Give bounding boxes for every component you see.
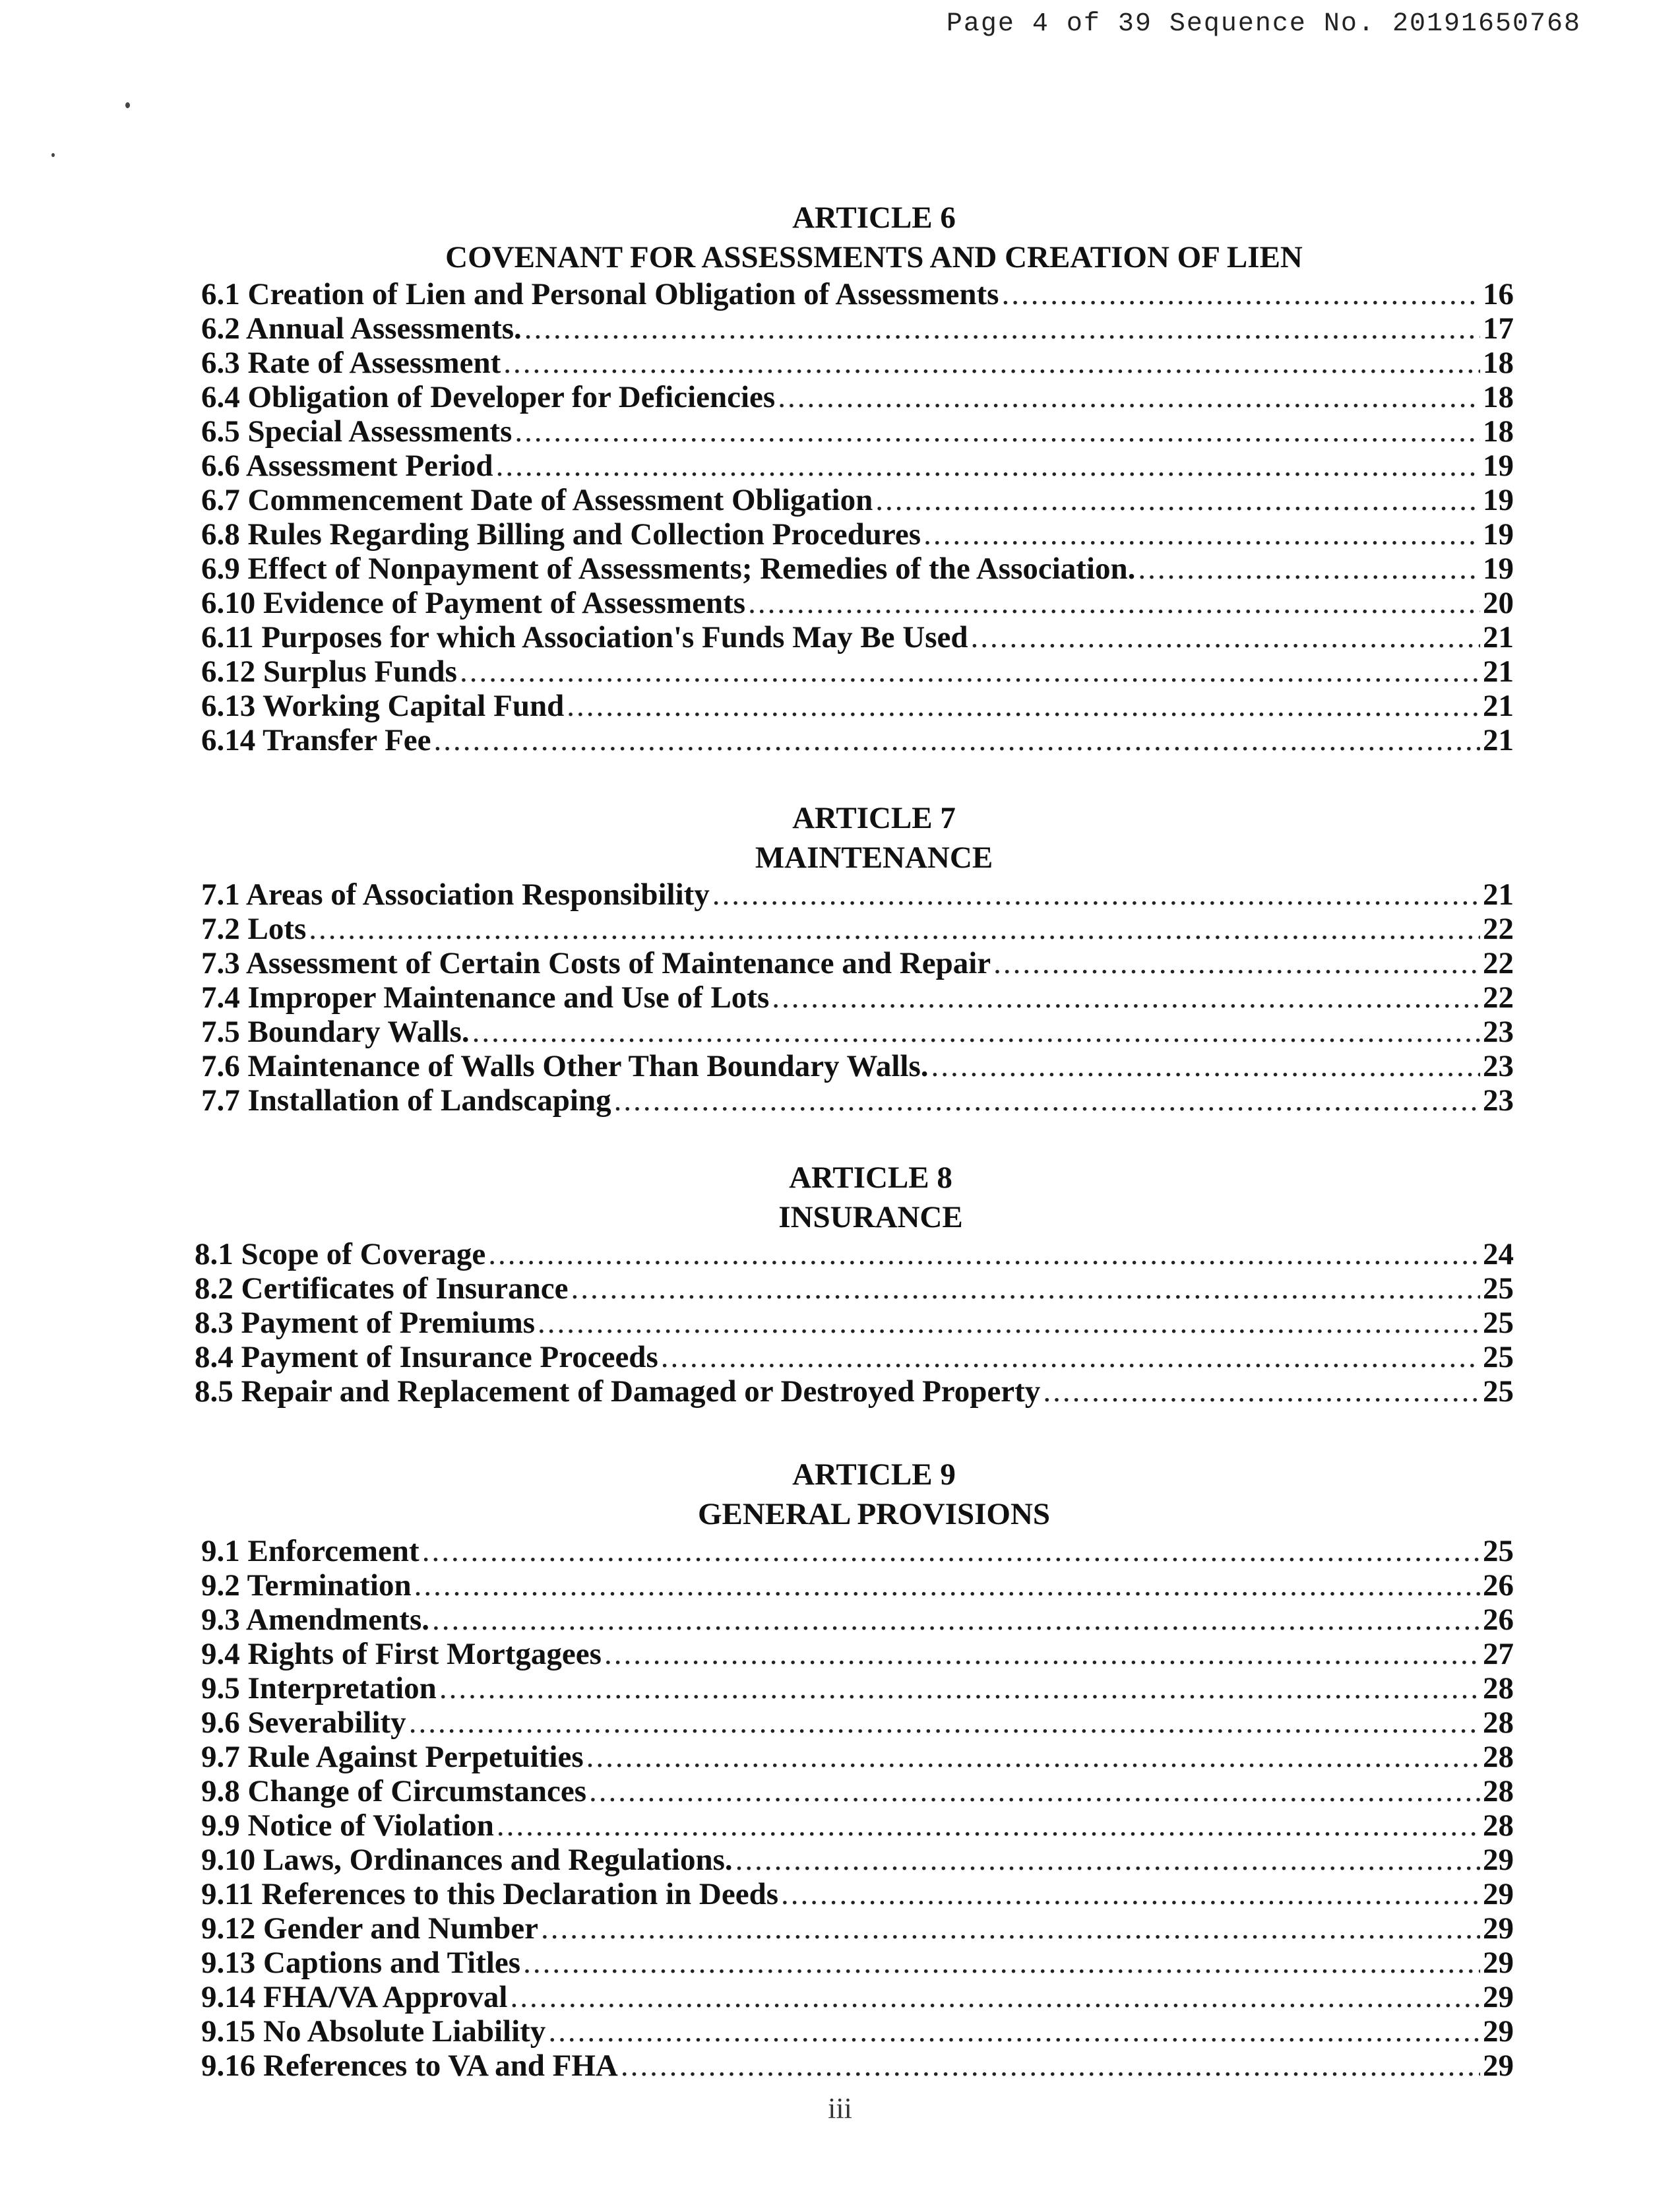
dot-leader <box>661 1340 1480 1374</box>
toc-entry[interactable] <box>201 620 1514 654</box>
toc-entry[interactable] <box>201 1705 1514 1740</box>
article-section <box>201 1455 1514 2083</box>
toc-entry-page: 19 <box>1483 483 1514 517</box>
page-header-sequence: Page 4 of 39 Sequence No. 20191650768 <box>946 9 1581 39</box>
toc-entry[interactable] <box>201 723 1514 757</box>
toc-entry-label: 6.9 Effect of Nonpayment of Assessments; Remedies of the Association. <box>201 552 1136 586</box>
toc-entry-page: 25 <box>1483 1374 1514 1409</box>
toc-entry[interactable] <box>201 1637 1514 1671</box>
toc-entry[interactable] <box>195 1237 1514 1271</box>
toc-entry[interactable] <box>201 1534 1514 1568</box>
toc-entry[interactable] <box>201 2049 1514 2083</box>
toc-entry-page: 28 <box>1483 1740 1514 1774</box>
toc-entry-page: 18 <box>1483 346 1514 380</box>
scan-speck <box>125 102 130 108</box>
toc-entry[interactable] <box>201 1568 1514 1603</box>
toc-entry[interactable] <box>201 414 1514 449</box>
toc-entry[interactable] <box>201 1911 1514 1946</box>
toc-entry-label: 8.3 Payment of Premiums <box>195 1306 536 1340</box>
toc-entry-page: 17 <box>1483 311 1514 346</box>
scan-speck <box>51 153 55 157</box>
dot-leader <box>514 414 1480 449</box>
dot-leader <box>993 946 1480 980</box>
toc-entry-page: 28 <box>1483 1774 1514 1808</box>
dot-leader <box>778 380 1480 414</box>
toc-entry-page: 25 <box>1483 1534 1514 1568</box>
toc-entry-page: 20 <box>1483 586 1514 620</box>
toc-entry-label: 7.4 Improper Maintenance and Use of Lots <box>201 980 770 1015</box>
dot-leader <box>488 1237 1480 1271</box>
dot-leader <box>439 1671 1480 1705</box>
toc-entry-page: 26 <box>1483 1603 1514 1637</box>
toc-entry[interactable] <box>201 1980 1514 2014</box>
toc-entry-label: 9.7 Rule Against Perpetuities <box>201 1740 584 1774</box>
toc-entry[interactable] <box>201 1603 1514 1637</box>
toc-entry-page: 18 <box>1483 414 1514 449</box>
toc-entry-label: 9.3 Amendments. <box>201 1603 429 1637</box>
toc-entry-label: 8.4 Payment of Insurance Proceeds <box>195 1340 658 1374</box>
toc-entry-page: 25 <box>1483 1306 1514 1340</box>
toc-entry[interactable] <box>201 552 1514 586</box>
toc-entry-page: 19 <box>1483 517 1514 552</box>
toc-entry-label: 9.4 Rights of First Mortgagees <box>201 1637 602 1671</box>
dot-leader <box>496 449 1480 483</box>
dot-leader <box>875 483 1480 517</box>
toc-entry[interactable] <box>201 1774 1514 1808</box>
dot-leader <box>571 1271 1480 1306</box>
toc-entry-label: 6.4 Obligation of Developer for Deficiencies <box>201 380 776 414</box>
toc-entry-label: 6.8 Rules Regarding Billing and Collection Procedures <box>201 517 921 552</box>
toc-entry[interactable] <box>201 277 1514 311</box>
article-title: INSURANCE <box>778 1200 963 1234</box>
toc-entry-label: 8.2 Certificates of Insurance <box>195 1271 569 1306</box>
toc-entry[interactable] <box>201 980 1514 1015</box>
toc-entry-label: 6.2 Annual Assessments. <box>201 311 522 346</box>
dot-leader <box>772 980 1480 1015</box>
article-heading: ARTICLE 6 <box>792 201 956 235</box>
dot-leader <box>510 1980 1480 2014</box>
toc-entry-label: 7.7 Installation of Landscaping <box>201 1083 611 1118</box>
article-title: COVENANT FOR ASSESSMENTS AND CREATION OF LIEN <box>445 240 1303 274</box>
dot-leader <box>523 1946 1480 1980</box>
toc-entry-label: 9.11 References to this Declaration in Deeds <box>201 1877 779 1911</box>
toc-entry-label: 9.1 Enforcement <box>201 1534 420 1568</box>
toc-entry-page: 19 <box>1483 552 1514 586</box>
toc-entry[interactable] <box>195 1374 1514 1409</box>
article-section <box>195 1158 1514 1409</box>
dot-leader <box>1001 277 1480 311</box>
dot-leader <box>567 689 1480 723</box>
dot-leader <box>923 517 1480 552</box>
article-section <box>201 198 1514 757</box>
toc-entry[interactable] <box>201 517 1514 552</box>
dot-leader <box>548 2014 1480 2049</box>
toc-entry-page: 18 <box>1483 380 1514 414</box>
toc-entry-label: 9.12 Gender and Number <box>201 1911 538 1946</box>
toc-entry[interactable] <box>201 1015 1514 1049</box>
toc-entry-label: 9.10 Laws, Ordinances and Regulations. <box>201 1843 733 1877</box>
toc-entry-page: 28 <box>1483 1808 1514 1843</box>
toc-entry-page: 21 <box>1483 654 1514 689</box>
toc-entry-label: 9.9 Notice of Violation <box>201 1808 494 1843</box>
toc-entry-label: 7.1 Areas of Association Responsibility <box>201 877 710 912</box>
toc-entry[interactable] <box>201 1049 1514 1083</box>
toc-entry-page: 29 <box>1483 1980 1514 2014</box>
toc-entry-label: 9.15 No Absolute Liability <box>201 2014 546 2049</box>
toc-entry-label: 8.1 Scope of Coverage <box>195 1237 486 1271</box>
dot-leader <box>614 1083 1480 1118</box>
dot-leader <box>434 723 1480 757</box>
toc-entry-label: 9.8 Change of Circumstances <box>201 1774 586 1808</box>
toc-entry-label: 6.6 Assessment Period <box>201 449 493 483</box>
dot-leader <box>503 346 1480 380</box>
toc-entry[interactable] <box>195 1271 1514 1306</box>
article-section <box>201 798 1514 1118</box>
toc-entry[interactable] <box>201 689 1514 723</box>
toc-entry[interactable] <box>201 1083 1514 1118</box>
toc-entry-label: 9.16 References to VA and FHA <box>201 2049 618 2083</box>
toc-entry-page: 26 <box>1483 1568 1514 1603</box>
toc-entry[interactable] <box>201 654 1514 689</box>
dot-leader <box>414 1568 1480 1603</box>
toc-entry-page: 22 <box>1483 980 1514 1015</box>
article-title: MAINTENANCE <box>755 841 993 875</box>
toc-entry-page: 24 <box>1483 1237 1514 1271</box>
dot-leader <box>621 2049 1480 2083</box>
toc-entry[interactable] <box>201 1808 1514 1843</box>
toc-entry[interactable] <box>201 311 1514 346</box>
toc-entry-label: 9.14 FHA/VA Approval <box>201 1980 508 2014</box>
toc-entry[interactable] <box>201 1946 1514 1980</box>
toc-entry[interactable] <box>201 586 1514 620</box>
dot-leader <box>586 1740 1480 1774</box>
dot-leader <box>497 1808 1480 1843</box>
toc-entry-label: 6.13 Working Capital Fund <box>201 689 565 723</box>
toc-entry[interactable] <box>201 449 1514 483</box>
dot-leader <box>309 912 1480 946</box>
dot-leader <box>524 311 1480 346</box>
toc-entry-label: 9.13 Captions and Titles <box>201 1946 521 1980</box>
dot-leader <box>971 620 1480 654</box>
dot-leader <box>541 1911 1480 1946</box>
article-title: GENERAL PROVISIONS <box>697 1497 1051 1531</box>
toc-entry-page: 28 <box>1483 1705 1514 1740</box>
toc-entry-label: 9.2 Termination <box>201 1568 412 1603</box>
toc-entry[interactable] <box>201 1877 1514 1911</box>
toc-entry-label: 6.11 Purposes for which Association's Funds May Be Used <box>201 620 968 654</box>
toc-entry-label: 6.1 Creation of Lien and Personal Obligation of Assessments <box>201 277 999 311</box>
toc-entry-label: 7.3 Assessment of Certain Costs of Maintenance and Repair <box>201 946 991 980</box>
article-heading: ARTICLE 8 <box>789 1161 952 1195</box>
toc-entry-label: 6.7 Commencement Date of Assessment Obligation <box>201 483 873 517</box>
toc-entry-page: 25 <box>1483 1271 1514 1306</box>
toc-entry-page: 22 <box>1483 912 1514 946</box>
toc-entry-page: 21 <box>1483 689 1514 723</box>
toc-entry-page: 27 <box>1483 1637 1514 1671</box>
dot-leader <box>422 1534 1480 1568</box>
toc-entry-label: 6.5 Special Assessments <box>201 414 513 449</box>
toc-entry[interactable] <box>201 877 1514 912</box>
toc-entry-page: 29 <box>1483 1843 1514 1877</box>
toc-entry-page: 25 <box>1483 1340 1514 1374</box>
toc-entry[interactable] <box>201 1740 1514 1774</box>
toc-entry-label: 7.2 Lots <box>201 912 307 946</box>
toc-entry[interactable] <box>201 1843 1514 1877</box>
dot-leader <box>589 1774 1480 1808</box>
toc-entry[interactable] <box>201 912 1514 946</box>
toc-entry-page: 29 <box>1483 2014 1514 2049</box>
toc-entry[interactable] <box>201 1671 1514 1705</box>
dot-leader <box>604 1637 1480 1671</box>
dot-leader <box>1138 552 1480 586</box>
toc-entry-label: 6.10 Evidence of Payment of Assessments <box>201 586 746 620</box>
toc-entry[interactable] <box>195 1340 1514 1374</box>
dot-leader <box>472 1015 1480 1049</box>
toc-entry-page: 29 <box>1483 2049 1514 2083</box>
toc-entry[interactable] <box>201 2014 1514 2049</box>
dot-leader <box>460 654 1480 689</box>
toc-entry-label: 6.12 Surplus Funds <box>201 654 457 689</box>
dot-leader <box>432 1603 1480 1637</box>
toc-entry-page: 16 <box>1483 277 1514 311</box>
toc-entry-label: 9.6 Severability <box>201 1705 406 1740</box>
toc-entry-page: 23 <box>1483 1015 1514 1049</box>
toc-entry-page: 23 <box>1483 1049 1514 1083</box>
dot-leader <box>409 1705 1480 1740</box>
page-number: iii <box>828 2092 852 2124</box>
toc-entry-page: 29 <box>1483 1877 1514 1911</box>
dot-leader <box>1043 1374 1480 1409</box>
dot-leader <box>735 1843 1480 1877</box>
toc-entry-label: 9.5 Interpretation <box>201 1671 437 1705</box>
toc-entry-label: 6.14 Transfer Fee <box>201 723 431 757</box>
toc-entry[interactable] <box>201 380 1514 414</box>
toc-entry[interactable] <box>201 483 1514 517</box>
toc-entry-page: 21 <box>1483 620 1514 654</box>
toc-entry-page: 21 <box>1483 723 1514 757</box>
toc-entry-label: 6.3 Rate of Assessment <box>201 346 501 380</box>
toc-entry-page: 22 <box>1483 946 1514 980</box>
toc-entry-label: 7.6 Maintenance of Walls Other Than Boundary Walls. <box>201 1049 929 1083</box>
toc-entry[interactable] <box>201 946 1514 980</box>
toc-entry-label: 7.5 Boundary Walls. <box>201 1015 470 1049</box>
toc-entry-page: 28 <box>1483 1671 1514 1705</box>
toc-entry-label: 8.5 Repair and Replacement of Damaged or Destroyed Property <box>195 1374 1041 1409</box>
toc-entry-page: 19 <box>1483 449 1514 483</box>
dot-leader <box>931 1049 1480 1083</box>
toc-entry[interactable] <box>201 346 1514 380</box>
dot-leader <box>712 877 1480 912</box>
toc-entry-page: 23 <box>1483 1083 1514 1118</box>
article-heading: ARTICLE 7 <box>792 801 956 835</box>
toc-entry-page: 29 <box>1483 1946 1514 1980</box>
dot-leader <box>781 1877 1480 1911</box>
toc-entry[interactable] <box>195 1306 1514 1340</box>
toc-entry-page: 21 <box>1483 877 1514 912</box>
dot-leader <box>748 586 1480 620</box>
dot-leader <box>538 1306 1480 1340</box>
article-heading: ARTICLE 9 <box>792 1457 956 1492</box>
toc-entry-page: 29 <box>1483 1911 1514 1946</box>
